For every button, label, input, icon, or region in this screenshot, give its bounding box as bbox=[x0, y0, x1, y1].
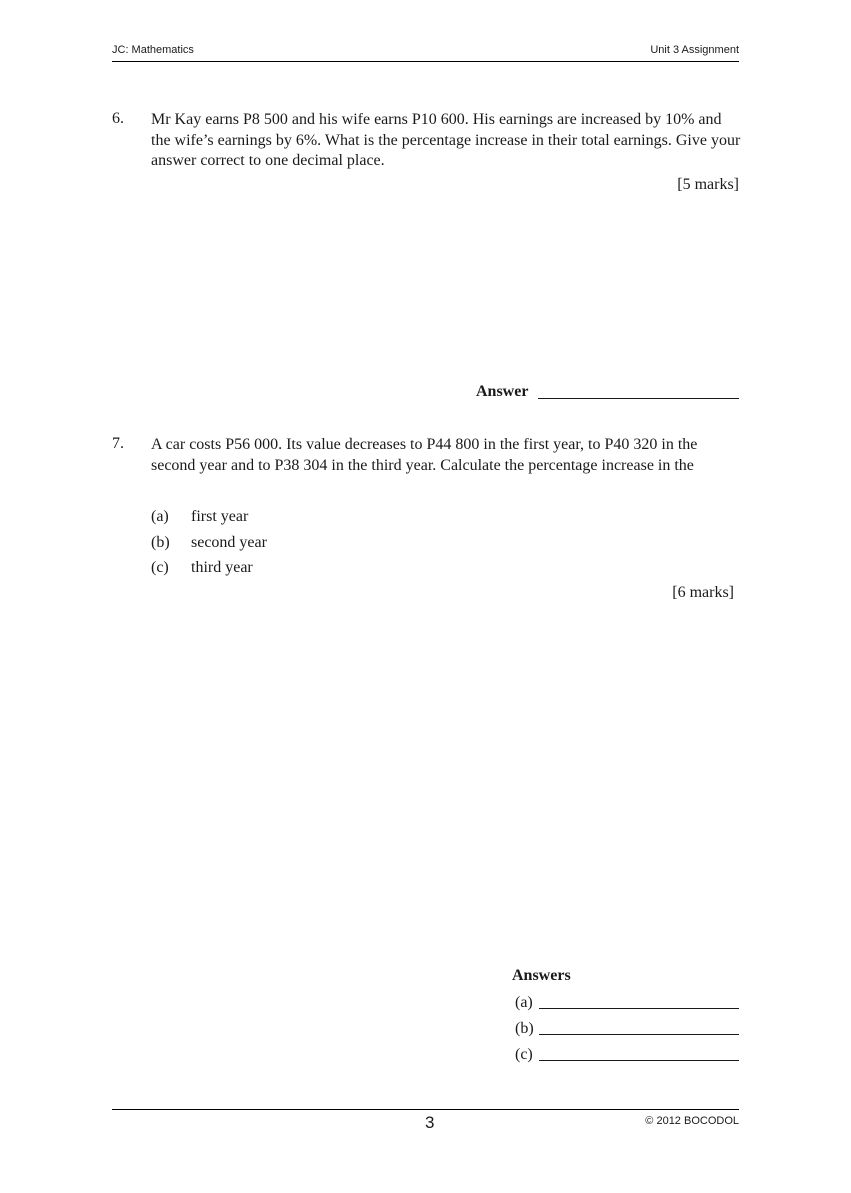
question-7-answer-a-label: (a) bbox=[515, 994, 533, 1011]
question-6-answer-line[interactable] bbox=[538, 398, 739, 399]
question-7-number: 7. bbox=[112, 435, 124, 452]
question-7-part-a-label: (a) bbox=[151, 508, 169, 525]
question-6-number: 6. bbox=[112, 110, 124, 127]
question-7-answers-label: Answers bbox=[512, 967, 571, 984]
question-7-part-c-label: (c) bbox=[151, 559, 169, 576]
question-6-text: Mr Kay earns P8 500 and his wife earns P10 600. His earnings are increased by 10% and the wife’s earnings by 6%. What is the percentage increase in their total earnings. Give your answer correct to one decimal place. bbox=[151, 111, 741, 169]
question-7-text: A car costs P56 000. Its value decreases to P44 800 in the first year, to P40 320 in the second year and to P38 304 in the third year. Calculate the percentage increase in the bbox=[151, 436, 698, 474]
footer-divider bbox=[112, 1109, 739, 1110]
header-left-title: JC: Mathematics bbox=[112, 44, 194, 56]
question-6-answer-label: Answer bbox=[476, 383, 529, 400]
copyright-notice: © 2012 BOCODOL bbox=[645, 1115, 739, 1127]
question-7-answer-a-line[interactable] bbox=[539, 1008, 739, 1009]
question-7-part-b-label: (b) bbox=[151, 534, 170, 551]
question-6-marks: [5 marks] bbox=[677, 176, 739, 193]
question-7-answer-c-label: (c) bbox=[515, 1046, 533, 1063]
question-7-part-b-text: second year bbox=[191, 534, 267, 551]
question-7-marks: [6 marks] bbox=[672, 584, 734, 601]
header-right-title: Unit 3 Assignment bbox=[650, 44, 739, 56]
page-number: 3 bbox=[425, 1113, 435, 1132]
question-7-answer-b-label: (b) bbox=[515, 1020, 534, 1037]
header-divider bbox=[112, 61, 739, 62]
question-7-answer-b-line[interactable] bbox=[539, 1034, 739, 1035]
question-7-part-a-text: first year bbox=[191, 508, 249, 525]
question-7-part-c-text: third year bbox=[191, 559, 253, 576]
question-7-answer-c-line[interactable] bbox=[539, 1060, 739, 1061]
